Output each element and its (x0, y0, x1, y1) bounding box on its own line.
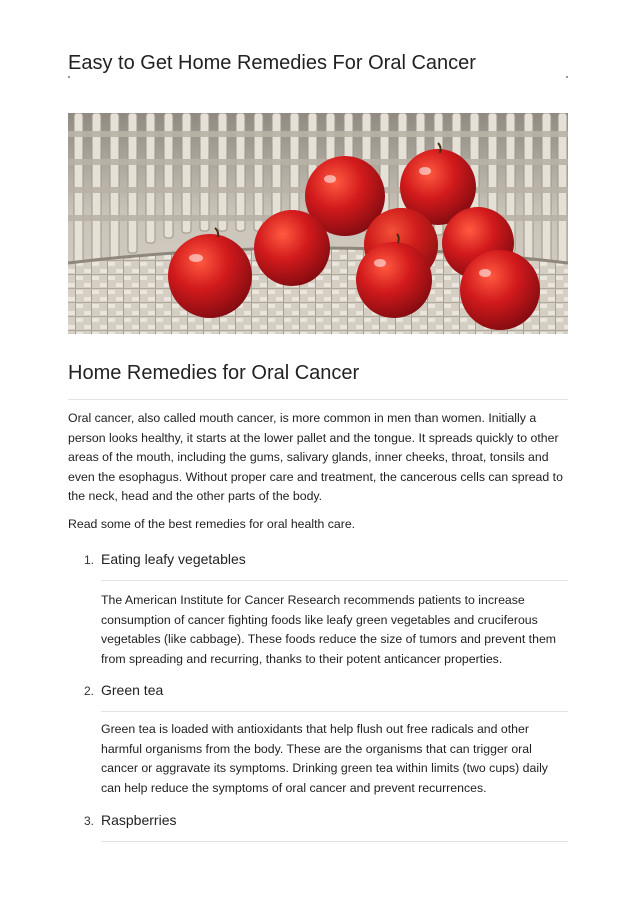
list-item-description: Green tea is loaded with antioxidants that help flush out free radicals and other harmful organisms from the body. These are the organisms that can trigger oral cancer or aggravate its symptoms. Drinking green tea within limits (two cups) daily can help reduce the symptoms of oral cancer and prevent recurrences. (101, 722, 548, 795)
section-divider (68, 399, 568, 400)
list-item-title: Green tea (101, 682, 164, 698)
title-divider (68, 76, 568, 77)
list-item-number: 3. (84, 814, 95, 828)
document-title: Easy to Get Home Remedies For Oral Cancer (68, 52, 476, 74)
list-item-divider (101, 711, 568, 712)
section-heading: Home Remedies for Oral Cancer (68, 362, 360, 384)
list-item-description: The American Institute for Cancer Research recommends patients to increase consumption of cancer fighting foods like leafy green vegetables and cruciferous vegetables (like cabbage). These foods reduce the size of tumors and prevent them from spreading and recurring, thanks to their potent anticancer properties. (101, 593, 557, 666)
apples-in-wicker-basket-photo (68, 113, 568, 334)
list-item-title: Eating leafy vegetables (101, 551, 246, 567)
intro-paragraph: Oral cancer, also called mouth cancer, is more common in men than women. Initially a person looks healthy, it starts at the lower pallet and the tongue. It spreads quickly to other areas of the mouth, including the gums, salivary glands, inner cheeks, throat, tonsils and even the esophagus. Without proper care and treatment, the cancerous cells can spread to the neck, head and the other parts of the body. (68, 411, 563, 503)
list-item-title: Raspberries (101, 812, 177, 828)
lead-in-paragraph: Read some of the best remedies for oral health care. (68, 517, 356, 531)
list-item-number: 2. (84, 684, 95, 698)
list-item-number: 1. (84, 553, 95, 567)
list-item-divider (101, 841, 568, 842)
list-item-divider (101, 580, 568, 581)
